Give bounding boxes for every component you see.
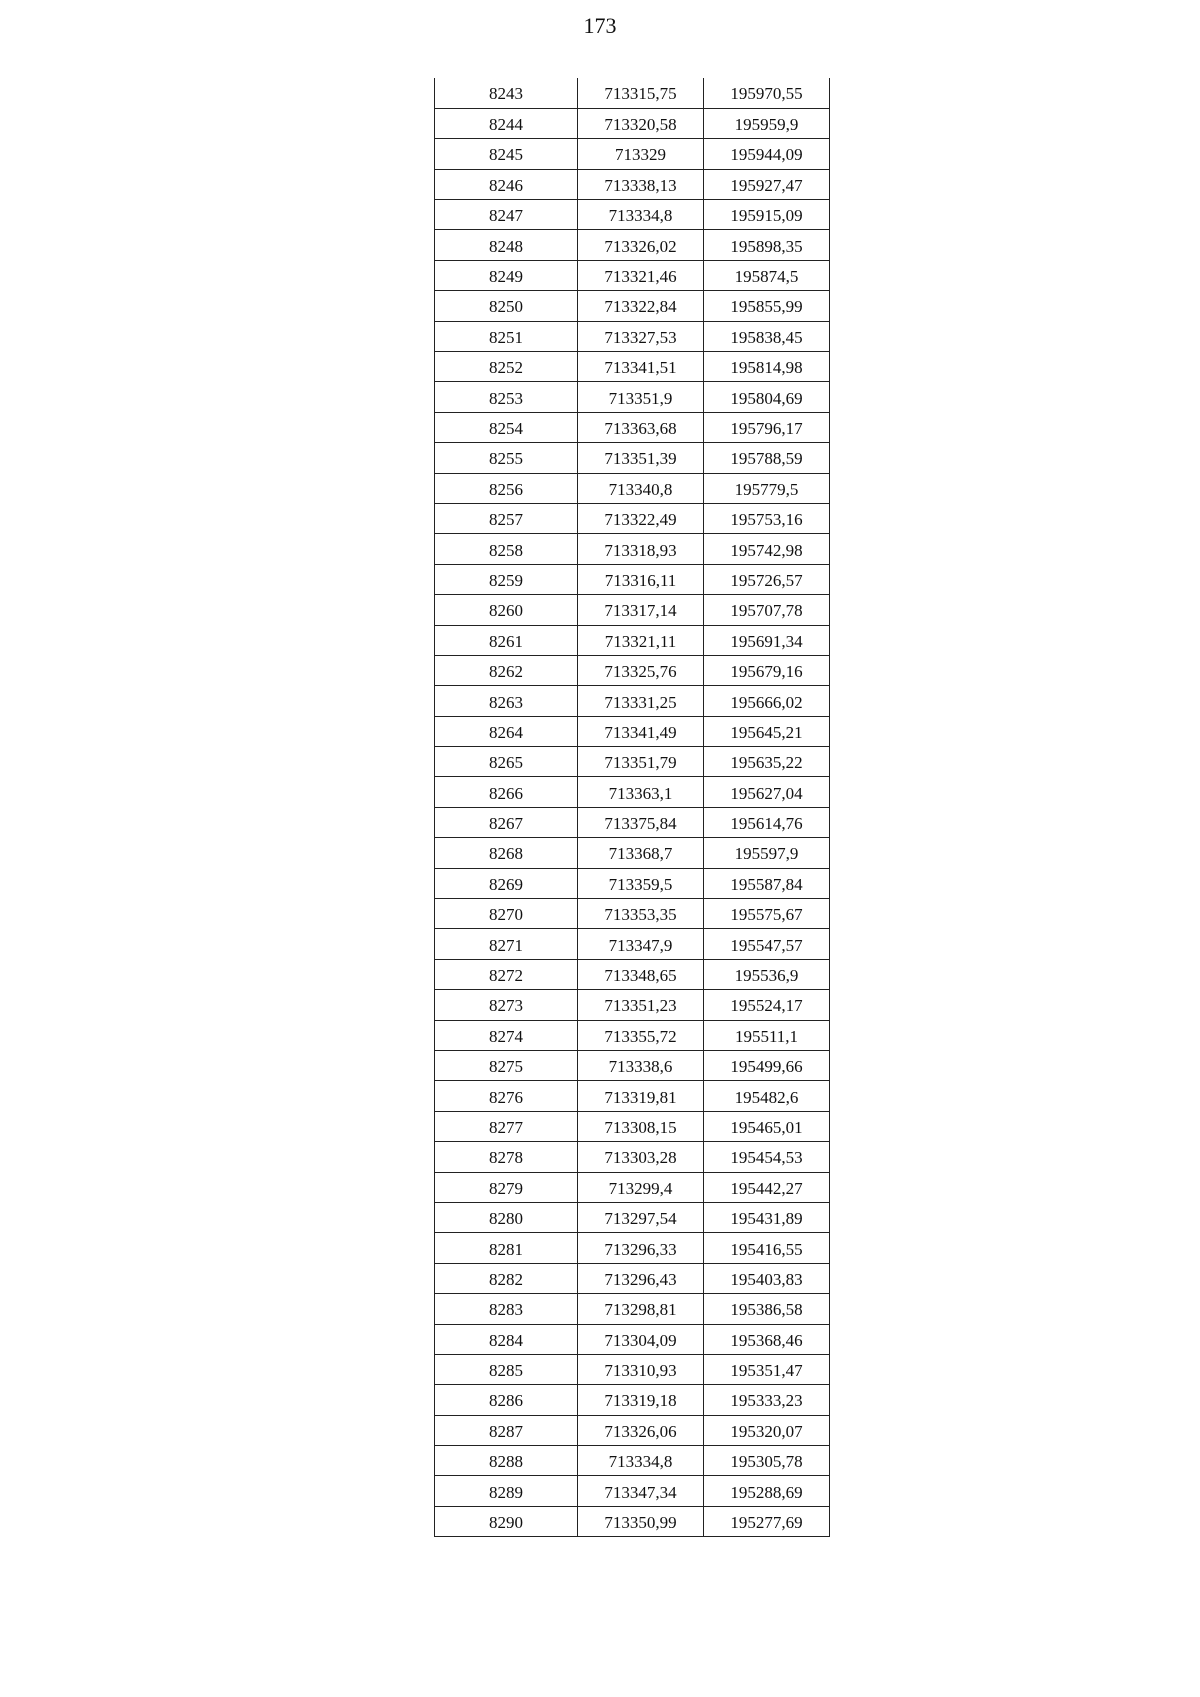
y-coordinate-cell: 195536,9: [704, 959, 830, 989]
y-coordinate-cell: 195927,47: [704, 169, 830, 199]
point-number-cell: 8272: [435, 959, 578, 989]
table-row: [435, 321, 830, 351]
x-coordinate-cell: 713347,9: [578, 929, 704, 959]
x-coordinate-cell: 713308,15: [578, 1111, 704, 1141]
x-coordinate-cell: 713363,1: [578, 777, 704, 807]
point-number-cell: 8277: [435, 1111, 578, 1141]
y-coordinate-cell: 195726,57: [704, 564, 830, 594]
table-row: [435, 1233, 830, 1263]
table-row: [435, 747, 830, 777]
point-number-cell: 8253: [435, 382, 578, 412]
y-coordinate-cell: 195788,59: [704, 443, 830, 473]
point-number-cell: 8276: [435, 1081, 578, 1111]
y-coordinate-cell: 195482,6: [704, 1081, 830, 1111]
x-coordinate-cell: 713304,09: [578, 1324, 704, 1354]
coordinates-table-body: [435, 78, 830, 1537]
y-coordinate-cell: 195351,47: [704, 1354, 830, 1384]
x-coordinate-cell: 713296,43: [578, 1263, 704, 1293]
point-number-cell: 8289: [435, 1476, 578, 1506]
x-coordinate-cell: 713359,5: [578, 868, 704, 898]
x-coordinate-cell: 713318,93: [578, 534, 704, 564]
point-number-cell: 8274: [435, 1020, 578, 1050]
point-number-cell: 8246: [435, 169, 578, 199]
x-coordinate-cell: 713334,8: [578, 1446, 704, 1476]
table-row: [435, 686, 830, 716]
point-number-cell: 8264: [435, 716, 578, 746]
y-coordinate-cell: 195742,98: [704, 534, 830, 564]
point-number-cell: 8252: [435, 352, 578, 382]
table-row: [435, 503, 830, 533]
x-coordinate-cell: 713338,13: [578, 169, 704, 199]
x-coordinate-cell: 713353,35: [578, 899, 704, 929]
table-row: [435, 595, 830, 625]
coordinates-table: [434, 78, 830, 1537]
y-coordinate-cell: 195970,55: [704, 78, 830, 108]
table-row: [435, 78, 830, 108]
point-number-cell: 8279: [435, 1172, 578, 1202]
x-coordinate-cell: 713303,28: [578, 1142, 704, 1172]
table-row: [435, 929, 830, 959]
x-coordinate-cell: 713317,14: [578, 595, 704, 625]
x-coordinate-cell: 713375,84: [578, 807, 704, 837]
y-coordinate-cell: 195627,04: [704, 777, 830, 807]
x-coordinate-cell: 713338,6: [578, 1051, 704, 1081]
table-row: [435, 1202, 830, 1232]
table-row: [435, 1051, 830, 1081]
point-number-cell: 8271: [435, 929, 578, 959]
y-coordinate-cell: 195679,16: [704, 655, 830, 685]
y-coordinate-cell: 195944,09: [704, 139, 830, 169]
table-row: [435, 868, 830, 898]
point-number-cell: 8249: [435, 260, 578, 290]
table-row: [435, 959, 830, 989]
x-coordinate-cell: 713350,99: [578, 1506, 704, 1536]
y-coordinate-cell: 195465,01: [704, 1111, 830, 1141]
point-number-cell: 8268: [435, 838, 578, 868]
y-coordinate-cell: 195320,07: [704, 1415, 830, 1445]
x-coordinate-cell: 713351,79: [578, 747, 704, 777]
y-coordinate-cell: 195575,67: [704, 899, 830, 929]
table-row: [435, 382, 830, 412]
point-number-cell: 8281: [435, 1233, 578, 1263]
x-coordinate-cell: 713321,46: [578, 260, 704, 290]
y-coordinate-cell: 195524,17: [704, 990, 830, 1020]
x-coordinate-cell: 713326,02: [578, 230, 704, 260]
point-number-cell: 8270: [435, 899, 578, 929]
point-number-cell: 8257: [435, 503, 578, 533]
y-coordinate-cell: 195547,57: [704, 929, 830, 959]
point-number-cell: 8250: [435, 291, 578, 321]
x-coordinate-cell: 713319,18: [578, 1385, 704, 1415]
point-number-cell: 8260: [435, 595, 578, 625]
table-row: [435, 1415, 830, 1445]
x-coordinate-cell: 713351,23: [578, 990, 704, 1020]
point-number-cell: 8244: [435, 108, 578, 138]
table-row: [435, 1354, 830, 1384]
x-coordinate-cell: 713298,81: [578, 1294, 704, 1324]
table-row: [435, 534, 830, 564]
point-number-cell: 8286: [435, 1385, 578, 1415]
table-row: [435, 1385, 830, 1415]
x-coordinate-cell: 713347,34: [578, 1476, 704, 1506]
point-number-cell: 8275: [435, 1051, 578, 1081]
table-row: [435, 625, 830, 655]
y-coordinate-cell: 195959,9: [704, 108, 830, 138]
point-number-cell: 8280: [435, 1202, 578, 1232]
table-row: [435, 200, 830, 230]
x-coordinate-cell: 713331,25: [578, 686, 704, 716]
point-number-cell: 8283: [435, 1294, 578, 1324]
table-row: [435, 564, 830, 594]
y-coordinate-cell: 195666,02: [704, 686, 830, 716]
table-row: [435, 1476, 830, 1506]
x-coordinate-cell: 713320,58: [578, 108, 704, 138]
table-row: [435, 169, 830, 199]
table-row: [435, 1142, 830, 1172]
y-coordinate-cell: 195874,5: [704, 260, 830, 290]
table-row: [435, 443, 830, 473]
table-row: [435, 1446, 830, 1476]
table-row: [435, 1111, 830, 1141]
y-coordinate-cell: 195587,84: [704, 868, 830, 898]
x-coordinate-cell: 713341,51: [578, 352, 704, 382]
table-row: [435, 230, 830, 260]
table-row: [435, 352, 830, 382]
y-coordinate-cell: 195431,89: [704, 1202, 830, 1232]
point-number-cell: 8267: [435, 807, 578, 837]
y-coordinate-cell: 195855,99: [704, 291, 830, 321]
point-number-cell: 8265: [435, 747, 578, 777]
point-number-cell: 8290: [435, 1506, 578, 1536]
table-row: [435, 260, 830, 290]
y-coordinate-cell: 195597,9: [704, 838, 830, 868]
x-coordinate-cell: 713329: [578, 139, 704, 169]
y-coordinate-cell: 195288,69: [704, 1476, 830, 1506]
y-coordinate-cell: 195753,16: [704, 503, 830, 533]
point-number-cell: 8266: [435, 777, 578, 807]
point-number-cell: 8247: [435, 200, 578, 230]
y-coordinate-cell: 195898,35: [704, 230, 830, 260]
x-coordinate-cell: 713316,11: [578, 564, 704, 594]
point-number-cell: 8245: [435, 139, 578, 169]
point-number-cell: 8243: [435, 78, 578, 108]
x-coordinate-cell: 713341,49: [578, 716, 704, 746]
point-number-cell: 8263: [435, 686, 578, 716]
y-coordinate-cell: 195635,22: [704, 747, 830, 777]
y-coordinate-cell: 195386,58: [704, 1294, 830, 1324]
table-row: [435, 655, 830, 685]
y-coordinate-cell: 195416,55: [704, 1233, 830, 1263]
point-number-cell: 8287: [435, 1415, 578, 1445]
table-row: [435, 1506, 830, 1536]
point-number-cell: 8259: [435, 564, 578, 594]
point-number-cell: 8282: [435, 1263, 578, 1293]
x-coordinate-cell: 713321,11: [578, 625, 704, 655]
point-number-cell: 8255: [435, 443, 578, 473]
y-coordinate-cell: 195511,1: [704, 1020, 830, 1050]
x-coordinate-cell: 713319,81: [578, 1081, 704, 1111]
table-row: [435, 1324, 830, 1354]
table-row: [435, 716, 830, 746]
x-coordinate-cell: 713325,76: [578, 655, 704, 685]
x-coordinate-cell: 713315,75: [578, 78, 704, 108]
y-coordinate-cell: 195915,09: [704, 200, 830, 230]
table-row: [435, 1172, 830, 1202]
table-row: [435, 1263, 830, 1293]
point-number-cell: 8256: [435, 473, 578, 503]
y-coordinate-cell: 195442,27: [704, 1172, 830, 1202]
table-row: [435, 777, 830, 807]
point-number-cell: 8261: [435, 625, 578, 655]
page-number: 173: [583, 13, 617, 38]
table-row: [435, 291, 830, 321]
table-row: [435, 838, 830, 868]
y-coordinate-cell: 195454,53: [704, 1142, 830, 1172]
point-number-cell: 8288: [435, 1446, 578, 1476]
x-coordinate-cell: 713296,33: [578, 1233, 704, 1263]
x-coordinate-cell: 713310,93: [578, 1354, 704, 1384]
x-coordinate-cell: 713351,39: [578, 443, 704, 473]
y-coordinate-cell: 195779,5: [704, 473, 830, 503]
y-coordinate-cell: 195796,17: [704, 412, 830, 442]
y-coordinate-cell: 195814,98: [704, 352, 830, 382]
x-coordinate-cell: 713327,53: [578, 321, 704, 351]
y-coordinate-cell: 195403,83: [704, 1263, 830, 1293]
table-row: [435, 108, 830, 138]
x-coordinate-cell: 713334,8: [578, 200, 704, 230]
table-row: [435, 807, 830, 837]
x-coordinate-cell: 713355,72: [578, 1020, 704, 1050]
x-coordinate-cell: 713326,06: [578, 1415, 704, 1445]
x-coordinate-cell: 713351,9: [578, 382, 704, 412]
y-coordinate-cell: 195305,78: [704, 1446, 830, 1476]
y-coordinate-cell: 195691,34: [704, 625, 830, 655]
point-number-cell: 8285: [435, 1354, 578, 1384]
point-number-cell: 8273: [435, 990, 578, 1020]
x-coordinate-cell: 713368,7: [578, 838, 704, 868]
point-number-cell: 8284: [435, 1324, 578, 1354]
point-number-cell: 8278: [435, 1142, 578, 1172]
point-number-cell: 8254: [435, 412, 578, 442]
table-row: [435, 899, 830, 929]
y-coordinate-cell: 195838,45: [704, 321, 830, 351]
point-number-cell: 8258: [435, 534, 578, 564]
table-row: [435, 473, 830, 503]
x-coordinate-cell: 713322,84: [578, 291, 704, 321]
table-row: [435, 1294, 830, 1324]
x-coordinate-cell: 713363,68: [578, 412, 704, 442]
x-coordinate-cell: 713340,8: [578, 473, 704, 503]
y-coordinate-cell: 195368,46: [704, 1324, 830, 1354]
y-coordinate-cell: 195707,78: [704, 595, 830, 625]
table-row: [435, 412, 830, 442]
point-number-cell: 8248: [435, 230, 578, 260]
x-coordinate-cell: 713348,65: [578, 959, 704, 989]
y-coordinate-cell: 195277,69: [704, 1506, 830, 1536]
point-number-cell: 8269: [435, 868, 578, 898]
y-coordinate-cell: 195333,23: [704, 1385, 830, 1415]
table-row: [435, 1081, 830, 1111]
x-coordinate-cell: 713299,4: [578, 1172, 704, 1202]
y-coordinate-cell: 195614,76: [704, 807, 830, 837]
table-row: [435, 1020, 830, 1050]
x-coordinate-cell: 713322,49: [578, 503, 704, 533]
point-number-cell: 8251: [435, 321, 578, 351]
y-coordinate-cell: 195804,69: [704, 382, 830, 412]
y-coordinate-cell: 195645,21: [704, 716, 830, 746]
point-number-cell: 8262: [435, 655, 578, 685]
x-coordinate-cell: 713297,54: [578, 1202, 704, 1232]
y-coordinate-cell: 195499,66: [704, 1051, 830, 1081]
table-row: [435, 139, 830, 169]
table-row: [435, 990, 830, 1020]
